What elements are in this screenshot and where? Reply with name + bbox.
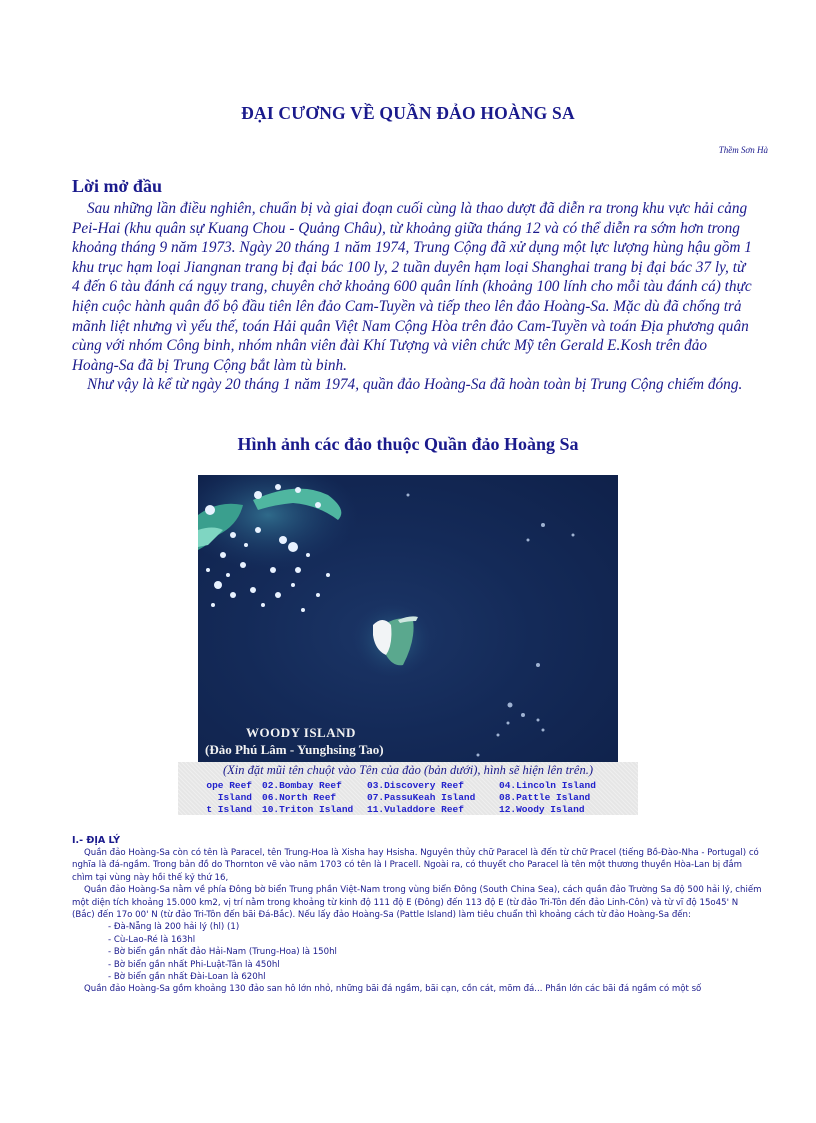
geography-section bbox=[72, 847, 762, 996]
island-link[interactable]: 06.North Reef bbox=[262, 792, 337, 803]
distance-item: - Bờ biển gần nhất Đài-Loan là 620hl bbox=[108, 972, 266, 983]
distance-item: - Đà-Nẵng là 200 hải lý (hl) (1) bbox=[108, 922, 240, 933]
island-link[interactable]: 11.Vuladdore Reef bbox=[367, 804, 464, 815]
island-link[interactable]: ope Reef bbox=[206, 780, 252, 791]
island-link[interactable]: 08.Pattle Island bbox=[499, 792, 591, 803]
geography-paragraph-2: Quần đảo Hoàng-Sa nằm về phía Đông bờ biển Trung phần Việt-Nam trong vùng biển Đông (South China Sea), cách quần đảo Trường Sa độ 500 hải lý, chiếm một diện tích khoảng 15.000 km2, vị trí nằm trong khoảng từ kinh độ 111 độ E (Đông) đến 113 độ E (từ đảo Tri-Tôn đến đảo Linh-Côn) và từ vĩ độ 15o45' N (Bắc) đến 17o 00' N (từ đảo Tri-Tôn đến bãi Đá-Bắc). Nếu lấy đảo Hoàng-Sa (Pattle Island) làm tiêu chuẩn thì khoảng cách từ đảo Hoàng-Sa đến: bbox=[72, 885, 762, 921]
island-row bbox=[178, 804, 629, 815]
image-caption-subtitle: (Đảo Phú Lâm - Yunghsing Tao) bbox=[205, 742, 384, 757]
author-name: Thềm Sơn Hà bbox=[718, 145, 768, 155]
document-title: ĐẠI CƯƠNG VỀ QUẦN ĐẢO HOÀNG SA bbox=[241, 103, 575, 123]
geography-heading: I.- ĐỊA LÝ bbox=[72, 835, 121, 846]
intro-section bbox=[72, 199, 752, 395]
intro-heading: Lời mở đầu bbox=[72, 176, 162, 196]
island-link[interactable]: Island bbox=[217, 792, 252, 803]
island-link[interactable]: 04.Lincoln Island bbox=[499, 780, 596, 791]
island-link-grid bbox=[178, 780, 629, 815]
hover-hint: (Xin đặt mũi tên chuột vào Tên của đảo (bản dưới), hình sẽ hiện lên trên.) bbox=[222, 763, 594, 777]
island-link[interactable]: 12.Woody Island bbox=[499, 804, 585, 815]
distance-item: - Bờ biển gần nhất đảo Hải-Nam (Trung-Hoa) là 150hl bbox=[108, 947, 337, 958]
island-row bbox=[178, 780, 629, 792]
geography-paragraph-1: Quần đảo Hoàng-Sa còn có tên là Paracel, tên Trung-Hoa là Xisha hay Hsisha. Nguyên thủy chữ Paracel là đến từ chữ Pracel (tiếng Bồ-Đào-Nha - Portugal) có nghĩa là đá-ngầm. Trong bản đồ do Thornton vẽ vào năm 1703 có tên là I Pracell. Ngoài ra, có thuyết cho Paracel là tên một thương thuyền Hòa-Lan bị đắm chìm tại vùng này hồi thế kỷ thứ 16, bbox=[72, 848, 759, 883]
island-link[interactable]: 02.Bombay Reef bbox=[262, 780, 342, 791]
satellite-image-graphic bbox=[198, 475, 618, 762]
island-link[interactable]: 03.Discovery Reef bbox=[367, 780, 464, 791]
island-link[interactable]: 07.PassuKeah Island bbox=[367, 792, 476, 803]
gallery-heading: Hình ảnh các đảo thuộc Quần đảo Hoàng Sa bbox=[237, 434, 579, 454]
distance-list bbox=[72, 921, 762, 983]
island-list-panel bbox=[178, 762, 638, 815]
intro-paragraph-2: Như vậy là kể từ ngày 20 tháng 1 năm 1974, quần đảo Hoàng-Sa đã hoàn toàn bị Trung Cộng chiếm đóng. bbox=[87, 376, 743, 394]
island-satellite-image bbox=[198, 475, 618, 762]
island-row bbox=[178, 792, 629, 804]
intro-paragraph-1: Sau những lần điều nghiên, chuẩn bị và giai đoạn cuối cùng là thao dượt đã diễn ra trong khu vực hải cảng Pei-Hai (khu quân sự Kuang Chou - Quảng Châu), từ khoảng giữa tháng 12 và có thể diễn ra sớm hơn trong khoảng tháng 9 năm 1973. Ngày 20 tháng 1 năm 1974, Trung Cộng đã xử dụng một lực lượng hùng hậu gồm 1 khu trục hạm loại Jiangnan trang bị đại bác 100 ly, 2 tuần duyên hạm loại Shanghai trang bị đại bác 37 ly, từ 4 đến 6 tàu đánh cá ngụy trang, chuyên chở khoảng 600 quân lính (khoảng 100 lính cho mỗi tàu đánh cá) thực hiện cuộc hành quân đổ bộ đầu tiên lên đảo Cam-Tuyền và tiếp theo lên đảo Hoàng-Sa. Mặc dù đã chống trả mãnh liệt nhưng vì yếu thế, toán Hải quân Việt Nam Cộng Hòa trên đảo Cam-Tuyền và toán Địa phương quân cùng với nhóm Công binh, nhóm nhân viên đài Khí Tượng và viên chức Mỹ tên Gerald E.Kosh trên đảo Hoàng-Sa đã bị Trung Cộng bắt làm tù binh. bbox=[72, 200, 752, 374]
island-link[interactable]: 10.Triton Island bbox=[262, 804, 354, 815]
distance-item: - Cù-Lao-Ré là 163hl bbox=[108, 934, 196, 945]
geography-paragraph-3: Quần đảo Hoàng-Sa gồm khoảng 130 đảo san hô lớn nhỏ, những bãi đá ngầm, bãi cạn, cồn cát, mõm đá... Phần lớn các bãi đá ngầm có một số bbox=[84, 984, 702, 995]
image-caption-title: WOODY ISLAND bbox=[246, 725, 356, 740]
distance-item: - Bờ biển gần nhất Phi-Luật-Tân là 450hl bbox=[108, 959, 280, 970]
island-link[interactable]: t Island bbox=[206, 804, 252, 815]
